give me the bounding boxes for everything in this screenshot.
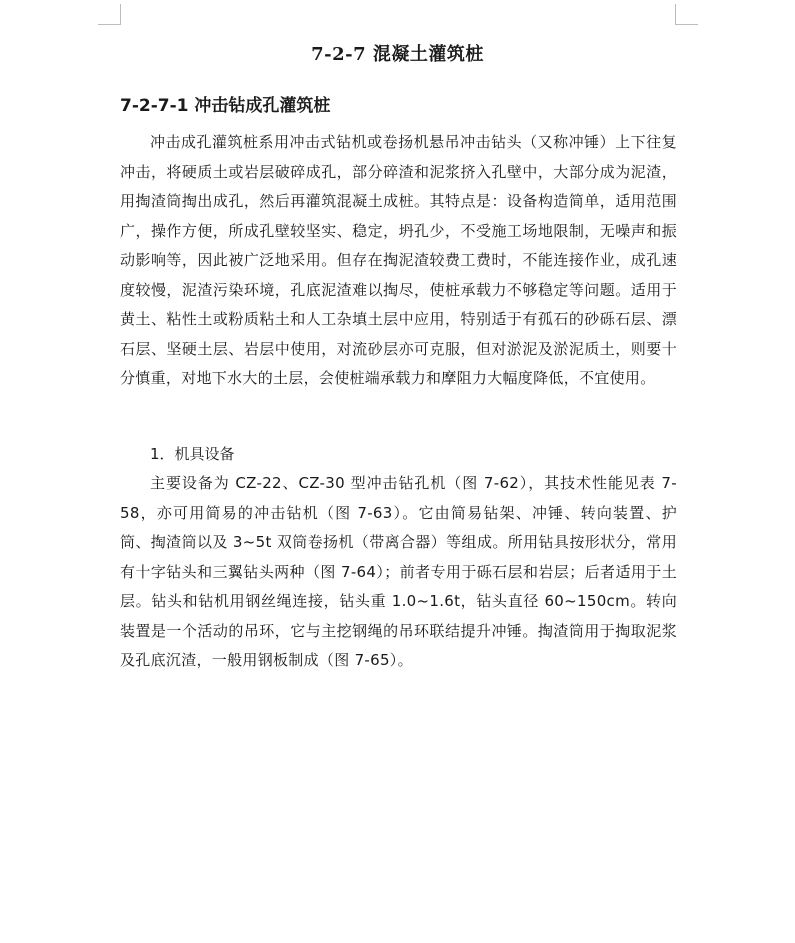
section-heading: 7-2-7-1 冲击钻成孔灌筑桩 [120,96,331,116]
paragraph-intro: 冲击成孔灌筑桩系用冲击式钻机或卷扬机悬吊冲击钻头（又称冲锤）上下往复冲击，将硬质土或岩层破碎成孔，部分碎渣和泥浆挤入孔壁中，大部分成为泥渣，用掏渣筒掏出成孔，然后再灌筑混凝土成桩。其特点是：设备构造简单，适用范围广，操作方便，所成孔壁较坚实、稳定，坍孔少，不受施工场地限制，无噪声和振动影响等，因此被广泛地采用。但存在掏泥渣较费工费时，不能连接作业，成孔速度较慢，泥渣污染环境，孔底泥渣难以掏尽，使桩承载力不够稳定等问题。适用于黄土、粘性土或粉质粘土和人工杂填土层中应用，特别适于有孤石的砂砾石层、漂石层、坚硬土层、岩层中使用，对流砂层亦可克服，但对淤泥及淤泥质土，则要十分慎重，对地下水大的土层，会使桩端承载力和摩阻力大幅度降低，不宜使用。 [120,133,677,387]
document-title: 7-2-7 混凝土灌筑桩 [311,44,484,65]
list-item-equipment: 1．机具设备 [150,445,235,463]
crop-mark-top-left [98,4,121,25]
paragraph-equipment: 主要设备为 CZ-22、CZ-30 型冲击钻孔机（图 7-62），其技术性能见表 7-58，亦可用简易的冲击钻机（图 7-63）。它由简易钻架、冲锤、转向装置、护筒、掏渣筒以及 3~5t 双筒卷扬机（带离合器）等组成。所用钻具按形状分，常用有十字钻头和三翼钻头两种（图 7-64）；前者专用于砾石层和岩层；后者适用于土层。钻头和钻机用钢丝绳连接，钻头重 1.0~1.6t，钻头直径 60~150cm。转向装置是一个活动的吊环，它与主挖钢绳的吊环联结提升冲锤。掏渣筒用于掏取泥浆及孔底沉渣，一般用钢板制成（图 7-65）。 [120,474,677,669]
crop-mark-top-right [675,4,698,25]
